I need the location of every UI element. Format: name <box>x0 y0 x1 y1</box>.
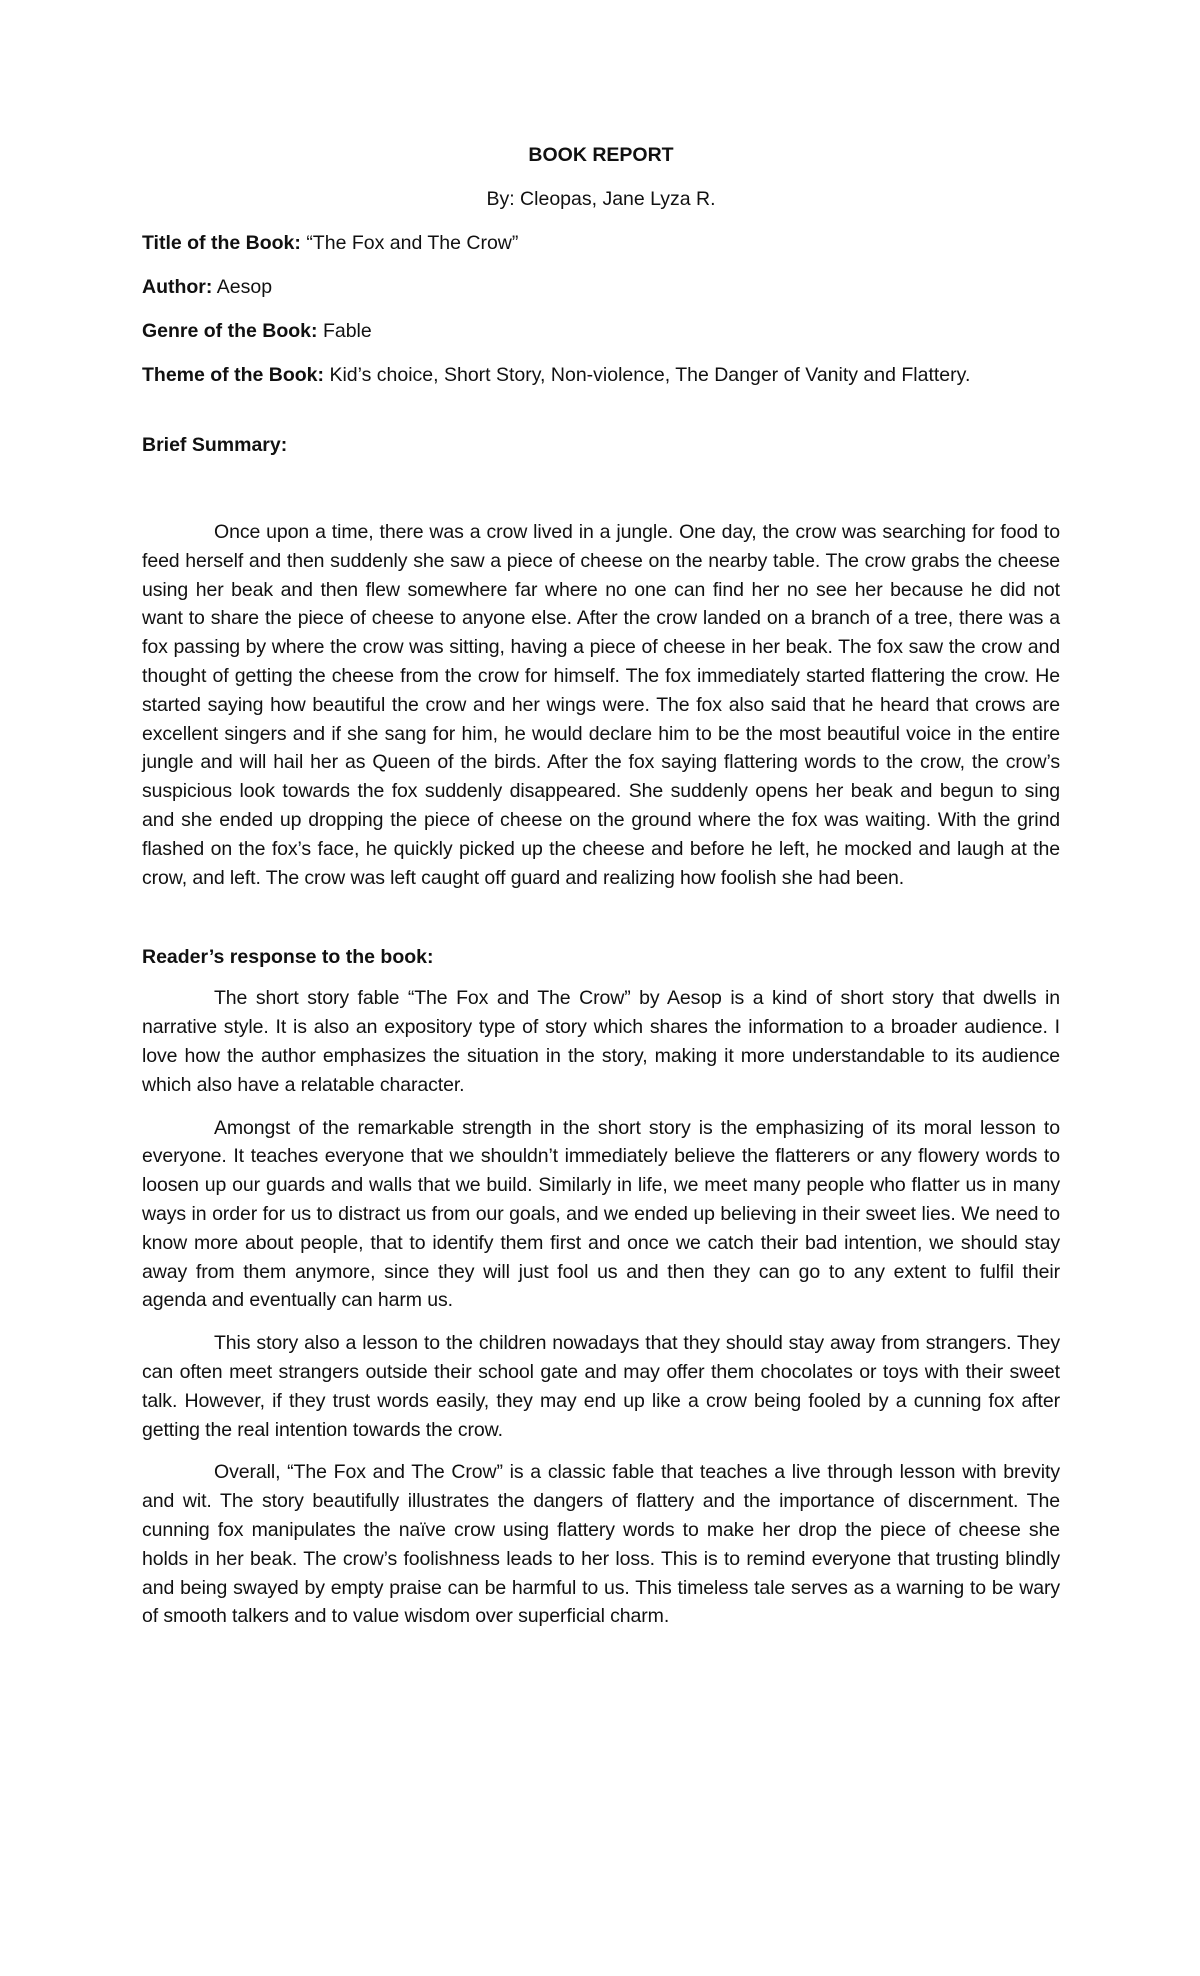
theme-value: Kid’s choice, Short Story, Non-violence, The Danger of Vanity and Flattery. <box>329 364 971 386</box>
theme-label: Theme of the Book: <box>142 364 325 386</box>
response-paragraph-4: Overall, “The Fox and The Crow” is a classic fable that teaches a live through lesson with brevity and wit. The story beautifully illustrates the dangers of flattery and the importance of discernment. The cunning fox manipulates the naïve crow using flattery words to make her drop the piece of cheese she holds in her beak. The crow’s foolishness leads to her loss. This is to remind everyone that trusting blindly and being swayed by empty praise can be harmful to us. This timeless tale serves as a warning to be wary of smooth talkers and to value wisdom over superficial charm. <box>142 1461 1060 1628</box>
genre-line <box>142 318 1060 344</box>
reader-response-heading: Reader’s response to the book: <box>142 946 434 969</box>
book-title-label: Title of the Book: <box>142 232 301 254</box>
author-line <box>142 274 1060 300</box>
document-body <box>142 142 1060 1645</box>
response-paragraph-3: This story also a lesson to the children nowadays that they should stay away from strangers. They can often meet strangers outside their school gate and may offer them chocolates or toys with their sweet talk. However, if they trust words easily, they may end up like a crow being fooled by a cunning fox after getting the real intention towards the crow. <box>142 1332 1060 1441</box>
response-paragraph-2: Amongst of the remarkable strength in the short story is the emphasizing of its moral lesson to everyone. It teaches everyone that we shouldn’t immediately believe the flatterers or any flowery words to loosen up our guards and walls that we build. Similarly in life, we meet many people who flatter us in many ways in order for us to distract us from our goals, and we ended up believing in their sweet lies. We need to know more about people, that to identify them first and once we catch their bad intention, we should stay away from them anymore, since they will just fool us and then they can go to any extent to fulfil their agenda and eventually can harm us. <box>142 1116 1060 1312</box>
summary-paragraph: Once upon a time, there was a crow lived in a jungle. One day, the crow was searching for food to feed herself and then suddenly she saw a piece of cheese on the nearby table. The crow grabs the cheese using her beak and then flew somewhere far where no one can find her no see her because he did not want to share the piece of cheese to anyone else. After the crow landed on a branch of a tree, there was a fox passing by where the crow was sitting, having a piece of cheese in her beak. The fox saw the crow and thought of getting the cheese from the crow for himself. The fox immediately started flattering the crow. He started saying how beautiful the crow and her wings were. The fox also said that he heard that crows are excellent singers and if she sang for him, he would declare him to be the most beautiful voice in the entire jungle and will hail her as Queen of the birds. After the fox saying flattering words to the crow, the crow’s suspicious look towards the fox suddenly disappeared. She suddenly opens her beak and begun to sing and she ended up dropping the piece of cheese on the ground where the fox was waiting. With the grind flashed on the fox’s face, he quickly picked up the cheese and before he left, he mocked and laugh at the crow, and left. The crow was left caught off guard and realizing how foolish she had been. <box>142 521 1060 889</box>
author-value: Aesop <box>216 276 273 298</box>
theme-line <box>142 362 1060 388</box>
book-title-value: “The Fox and The Crow” <box>306 232 519 254</box>
report-title: BOOK REPORT <box>528 144 674 166</box>
report-byline: By: Cleopas, Jane Lyza R. <box>486 188 716 210</box>
book-title-line <box>142 230 1060 256</box>
genre-value: Fable <box>322 320 372 342</box>
genre-label: Genre of the Book: <box>142 320 318 342</box>
author-label: Author: <box>142 276 213 298</box>
response-paragraph-1: The short story fable “The Fox and The Crow” by Aesop is a kind of short story that dwells in narrative style. It is also an expository type of story which shares the information to a broader audience. I love how the author emphasizes the situation in the story, making it more understandable to its audience which also have a relatable character. <box>142 987 1060 1096</box>
summary-heading: Brief Summary: <box>142 434 288 456</box>
